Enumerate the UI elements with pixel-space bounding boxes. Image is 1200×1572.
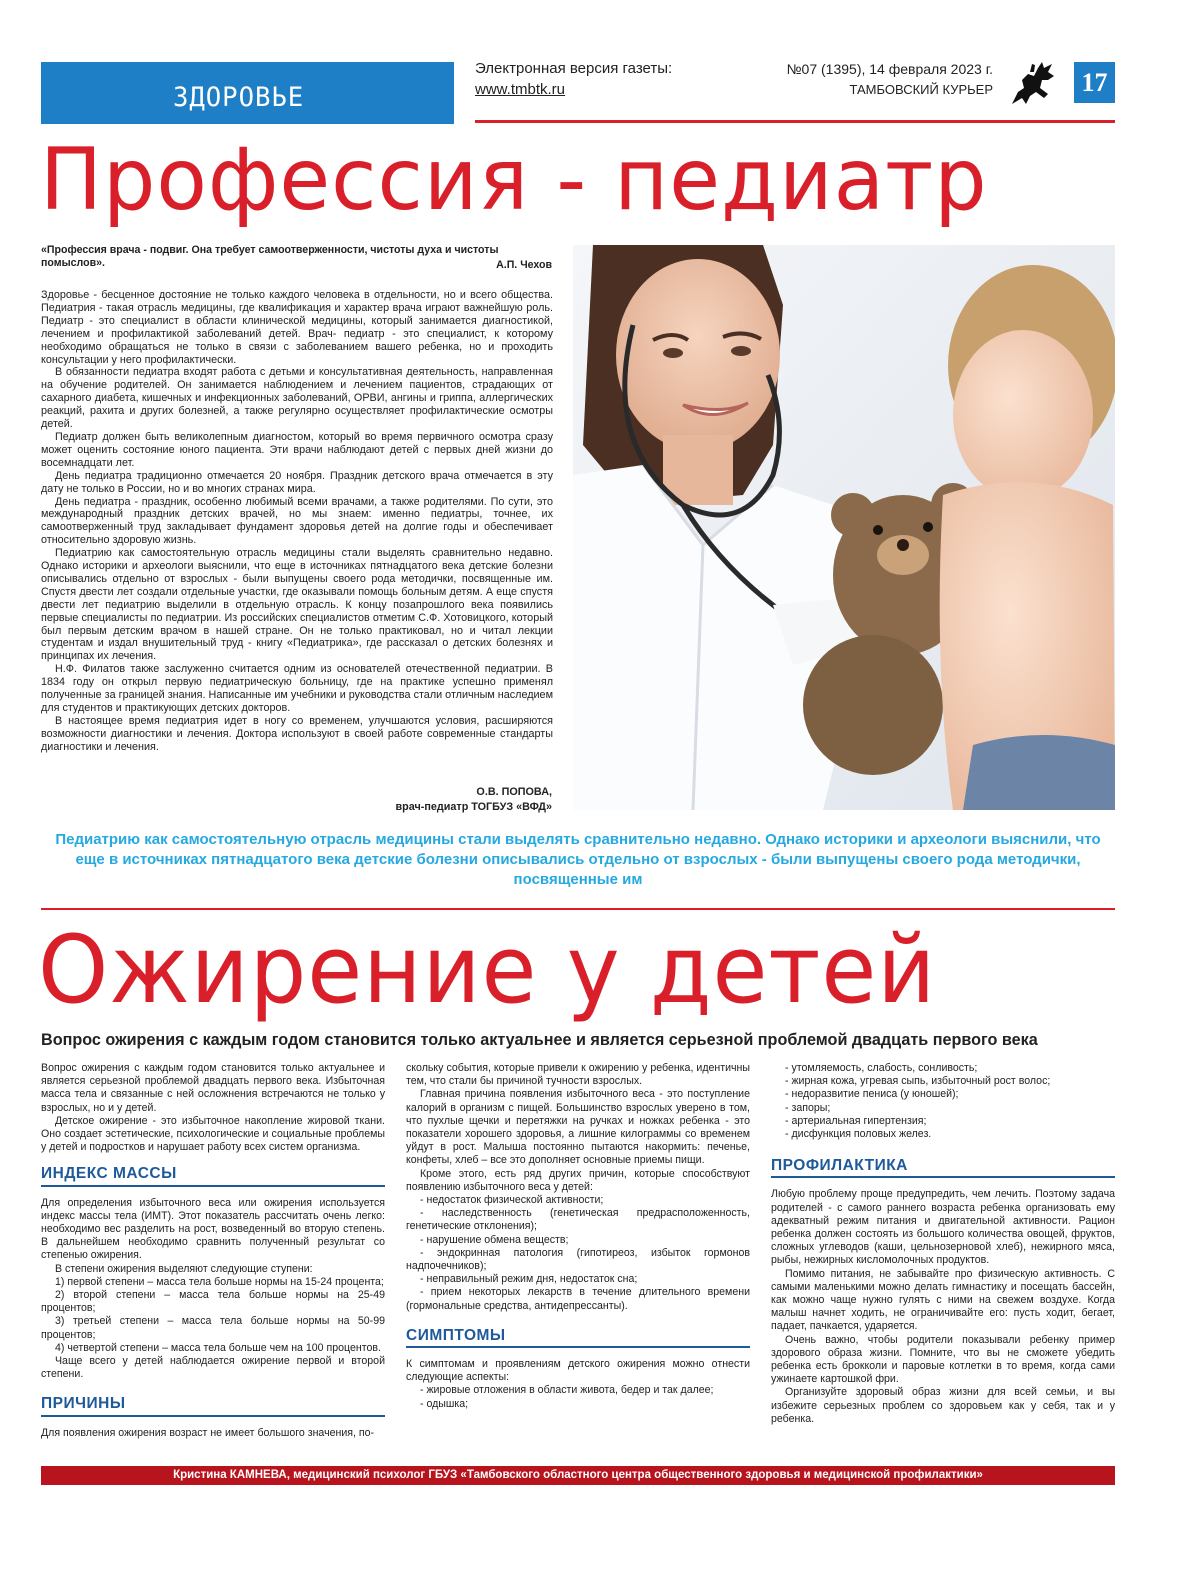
list-item: - эндокринная патология (гипотиреоз, избыток гормонов надпочечников); xyxy=(406,1246,750,1273)
article2-column-2 xyxy=(406,1062,750,1411)
paragraph: Здоровье - бесценное достояние не только каждого человека в отдельности, но и всего общества. Педиатрия - такая отрасль медицины, где квалификация и характер врача играют важнейшую роль. Педиатр - это специалист в области клинической медицины, который занимается диагностикой, лечением и профилактикой заболеваний детей. Врач- педиатр - это специалист, к которому необходимо обращаться не только в связи с заболеванием вашего ребенка, но и проходить консультации у него профилактически. xyxy=(41,289,553,366)
article1-body xyxy=(41,289,553,754)
paragraph: В обязанности педиатра входят работа с детьми и консультативная деятельность, направленная на обучение родителей. Он занимается наблюдением и лечением пациентов, страдающих от сахарного диабета, кишечных и инфекционных заболеваний, ОРВИ, ангины и гриппа, аллергических реакций, рахита и других болезней, а также регулярно осуществляет профилактические осмотры детей. xyxy=(41,366,553,431)
paragraph: Для появления ожирения возраст не имеет большого значения, по- xyxy=(41,1426,375,1439)
paragraph: В степени ожирения выделяют следующие ступени: xyxy=(55,1262,313,1275)
paragraph: Педиатр должен быть великолепным диагностом, который во время первичного осмотра сразу может оценить состояние юного пациента. Эти врачи наблюдают детей с первых дней жизни до восемнадцати лет. xyxy=(41,430,553,469)
list-item: - одышка; xyxy=(420,1397,469,1410)
list-item: - неправильный режим дня, недостаток сна; xyxy=(420,1273,638,1286)
paragraph: К симптомам и проявлениям детского ожирения можно отнести следующие аспекты: xyxy=(406,1358,750,1384)
epigraph: «Профессия врача - подвиг. Она требует самоотверженности, чистоты духа и чистоты помыслов». xyxy=(41,244,499,269)
list-item: - дисфункция половых желез. xyxy=(785,1128,932,1141)
list-item: - жировые отложения в области живота, бедер и так далее; xyxy=(420,1384,714,1397)
list-item: - недостаток физической активности; xyxy=(420,1194,604,1207)
list-item: - нарушение обмена веществ; xyxy=(420,1233,569,1246)
epigraph-author: А.П. Чехов xyxy=(496,259,552,271)
subheading-causes: ПРИЧИНЫ xyxy=(41,1397,385,1416)
paragraph: Для определения избыточного веса или ожирения используется индекс массы тела (ИМТ). Этот показатель рассчитать очень легко: необходимо вес разделить на рост, возведенный во вторую степень. В дальнейшем необходимо сравнить полученный результат со степенью ожирения. xyxy=(41,1196,385,1262)
issue-info: №07 (1395), 14 февраля 2023 г. xyxy=(786,61,993,77)
paragraph: День педиатра - праздник, особенно любимый всеми врачами, а также родителями. По сути, это международный праздник детских врачей, но мы знаем: именно педиатры, точнее, их самоотверженный труд закладывает фундамент здоровья детей на долгие годы и обеспечивает относительно здоровую жизнь. xyxy=(41,495,553,547)
author-position: врач-педиатр ТОГБУЗ «ВФД» xyxy=(395,801,552,813)
paragraph: Кроме этого, есть ряд других причин, которые способствуют появлению избыточного веса у детей: xyxy=(406,1167,750,1193)
paragraph: Детское ожирение - это избыточное накопление жировой ткани. Оно создает эстетические, психологические и социальные проблемы у детей и подростков и нарушает работу всех систем организма. xyxy=(41,1114,385,1154)
paragraph: Очень важно, чтобы родители показывали ребенку пример здорового образа жизни. Помните, что вы не сможете убедить ребенка есть брокколи и паровые котлетки в то время, когда сами ужинаете картошкой фри. xyxy=(771,1333,1115,1386)
article2-title: Ожирение у детей xyxy=(38,916,937,1025)
article2-lead: Вопрос ожирения с каждым годом становится только актуальнее и является серьезной проблемой двадцать первого века xyxy=(41,1031,1038,1049)
paragraph: Главная причина появления избыточного веса - это поступление калорий в организм с пищей. Большинство взрослых уверено в том, что пухлые щечки и перетяжки на ручках и ножках ребенка - это показатели хорошего здоровья, а лишние килограммы со временем уйдут в рост. Малыша постоянно пытаются накормить: печенье, конфеты, хлеб – все это дополняет основные приемы пищи. xyxy=(406,1088,750,1167)
list-item: - недоразвитие пениса (у юношей); xyxy=(785,1088,959,1101)
section-title: ЗДОРОВЬЕ xyxy=(173,82,305,113)
list-item: - запоры; xyxy=(785,1101,831,1114)
paragraph: Чаще всего у детей наблюдается ожирение первой и второй степени. xyxy=(41,1355,385,1381)
list-item: 3) третьей степени – масса тела больше нормы на 50-99 процентов; xyxy=(41,1315,385,1341)
subheading-symptoms: СИМПТОМЫ xyxy=(406,1329,750,1348)
paragraph: Педиатрию как самостоятельную отрасль медицины стали выделять сравнительно недавно. Однако историки и археологи выяснили, что еще в источниках пятнадцатого века детские болезни описывались отдельно от взрослых - были выпущены своего рода методички, посвященные им. Спустя двести лет создали отдельные участки, где оказывали помощь больным детям. А еще спустя двести лет педиатрию выделили в отдельную отрасль. К концу позапрошлого века появились первые специалисты по педиатрии. Из российских специалистов отметим С.Ф. Хотовицкого, который был первым детским врачом в нашей стране. Он не только практиковал, но и читал лекции студентам и издал внушительный труд - книгу «Педиатрика», где рассказал о детских болезнях и принципах их лечения. xyxy=(41,547,553,663)
author-name: О.В. ПОПОВА, xyxy=(476,786,552,798)
paragraph: В настоящее время педиатрия идет в ногу со временем, улучшаются условия, расширяются возможности диагностики и лечения. Доктора используют в своей работе современные стандарты диагностики и лечения. xyxy=(41,714,553,753)
article2-column-1 xyxy=(41,1062,385,1440)
paragraph: Помимо питания, не забывайте про физическую активность. С самыми маленькими можно делать гимнастику и посещать бассейн, как можно чаще нужно гулять с ними на свежем воздухе. Когда малыш начнет ходить, не ограничивайте его: пусть ходит, бегает, падает, пачкается, ударяется. xyxy=(771,1267,1115,1333)
section-banner xyxy=(41,62,454,124)
page-number: 17 xyxy=(1074,62,1115,103)
list-item: - утомляемость, слабость, сонливость; xyxy=(785,1062,978,1074)
paragraph: Н.Ф. Филатов также заслуженно считается одним из основателей отечественной педиатрии. В 1834 году он открыл первую педиатрическую больницу, где на практике успешно применял полученные за границей знания. Написанные им учебники и руководства стали отличным наследием для студентов и практикующих детских докторов. xyxy=(41,663,553,714)
header-divider xyxy=(475,120,1115,123)
paragraph: скольку события, которые привели к ожирению у ребенка, идентичны тем, что стали бы причиной тучности взрослых. xyxy=(406,1062,750,1088)
subheading-prevention: ПРОФИЛАКТИКА xyxy=(771,1159,1115,1178)
article1-title: Профессия - педиатр xyxy=(40,130,988,230)
section-divider xyxy=(41,908,1115,910)
list-item: 1) первой степени – масса тела больше нормы на 15-24 процента; xyxy=(55,1275,384,1288)
list-item: - прием некоторых лекарств в течение длительного времени (гормональные средства, антидепрессанты). xyxy=(406,1286,750,1312)
list-item: - жирная кожа, угревая сыпь, избыточный рост волос; xyxy=(785,1075,1051,1088)
author-credit-bar: Кристина КАМНЕВА, медицинский психолог ГБУЗ «Тамбовского областного центра общественного здоровья и медицинской профилактики» xyxy=(41,1466,1115,1485)
paper-name: ТАМБОВСКИЙ КУРЬЕР xyxy=(849,82,993,97)
list-item: - артериальная гипертензия; xyxy=(785,1114,927,1127)
pull-quote: Педиатрию как самостоятельную отрасль медицины стали выделять сравнительно недавно. Однако историки и археологи выяснили, что еще в источниках пятнадцатого века детские болезни описывались отдельно от взрослых - были выпущены своего рода методички, посвященные им xyxy=(55,831,1101,888)
list-item: - наследственность (генетическая предрасположенность, генетические отклонения); xyxy=(406,1207,750,1233)
horseman-logo-icon xyxy=(1008,58,1060,108)
article1-signature xyxy=(250,785,552,815)
paragraph: Вопрос ожирения с каждым годом становится только актуальнее и является серьезной проблемой двадцать первого века. Избыточная масса тела и связанные с ней осложнения встречаются не только у взрослых, но и у детей. xyxy=(41,1062,385,1114)
list-item: 4) четвертой степени – масса тела больше чем на 100 процентов. xyxy=(55,1341,381,1354)
paragraph: Любую проблему проще предупредить, чем лечить. Поэтому задача родителей - с самого раннего возраста ребенка организовать ему адекватный режим питания и двигательной активности. Рацион ребенка должен состоять из большого количества овощей, фруктов, сложных углеводов (каши, цельнозерновой хлеб), нежирного мяса, рыбы, нежирных кисломолочных продуктов. xyxy=(771,1188,1115,1267)
list-item: 2) второй степени – масса тела больше нормы на 25-49 процентов; xyxy=(41,1289,385,1315)
site-link[interactable]: www.tmbtk.ru xyxy=(475,81,566,98)
paragraph: Организуйте здоровый образ жизни для всей семьи, и вы избежите серьезных проблем со здоровьем как у себя, так и у ребенка. xyxy=(771,1386,1115,1425)
doctor-with-stethoscope-and-child-photo xyxy=(573,245,1115,810)
subheading-index: ИНДЕКС МАССЫ xyxy=(41,1167,385,1186)
paragraph: День педиатра традиционно отмечается 20 ноября. Праздник детского врача отмечается в эту дату не только в России, но и во многих странах мира. xyxy=(41,469,553,495)
article2-column-3 xyxy=(771,1062,1115,1426)
edition-label: Электронная версия газеты: xyxy=(475,60,673,77)
